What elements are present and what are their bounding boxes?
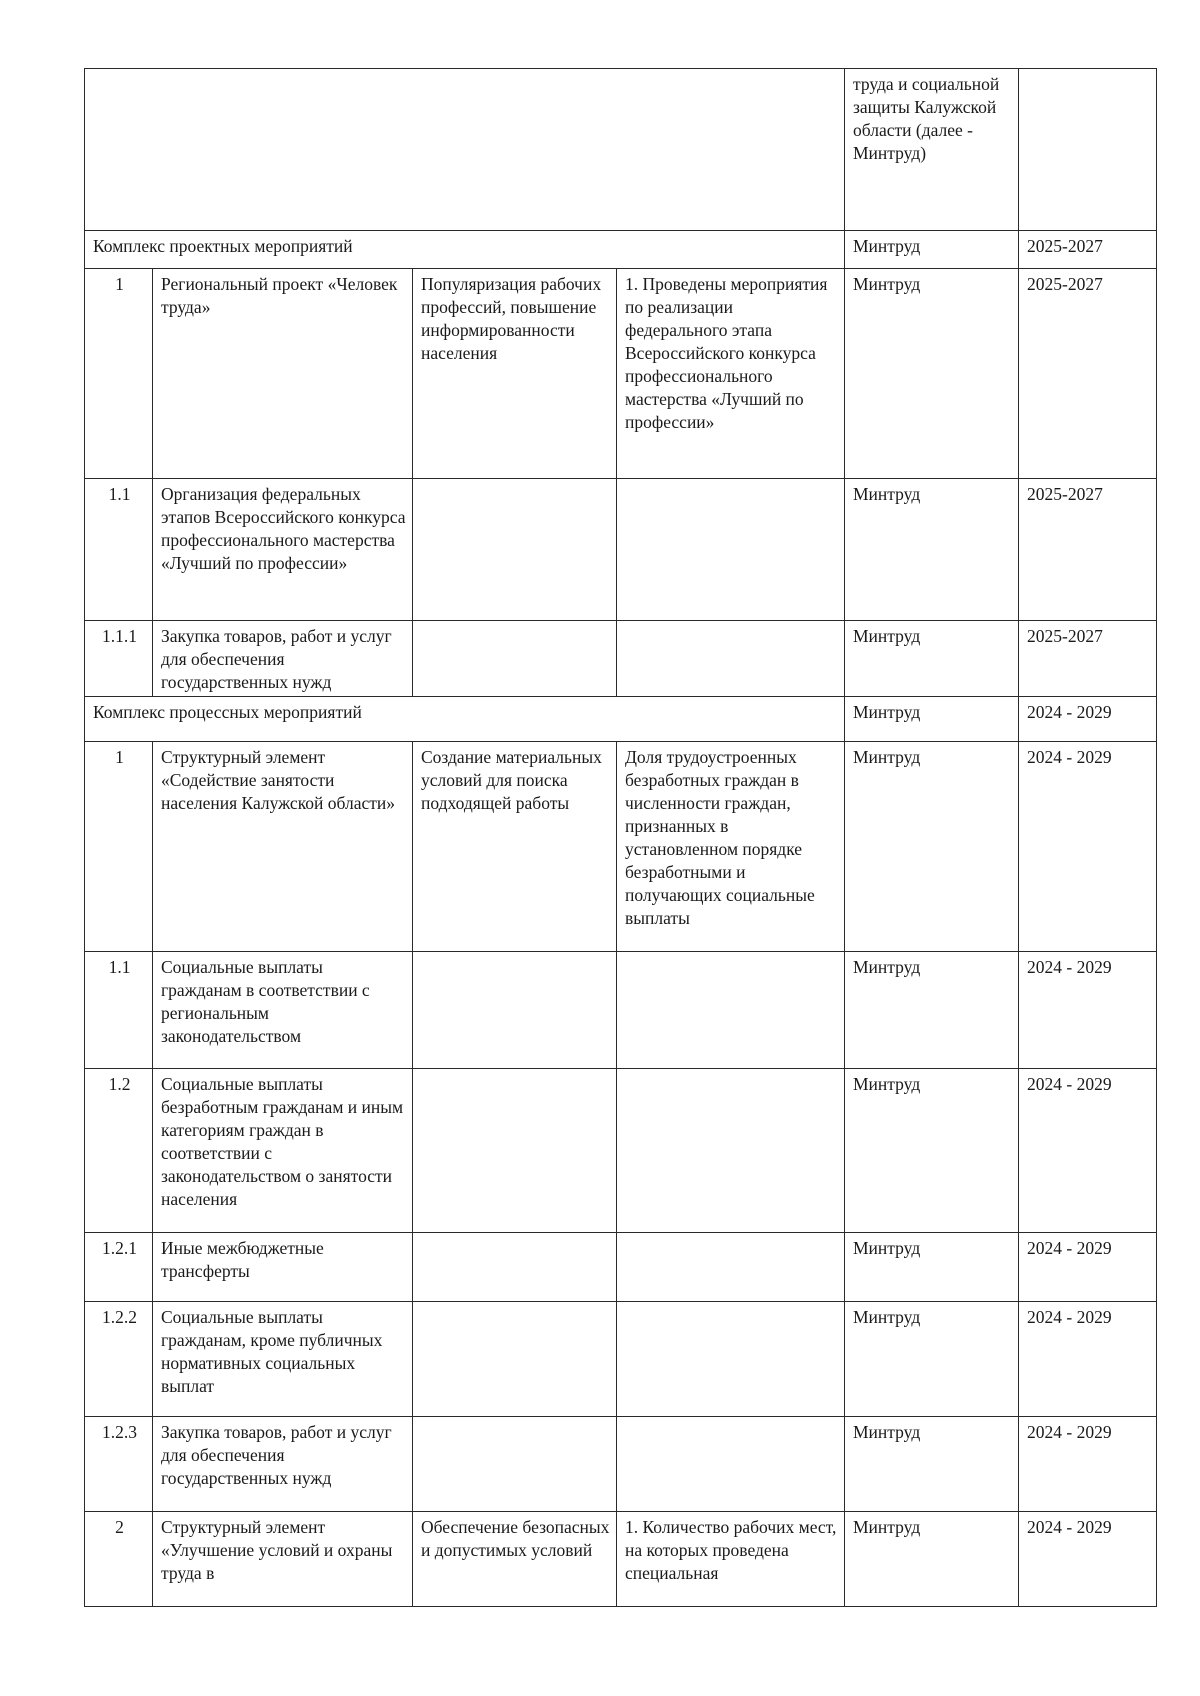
row-result (617, 1233, 845, 1302)
table-row (85, 1069, 1157, 1233)
section-resp: Минтруд (845, 231, 1019, 269)
row-result (617, 1417, 845, 1512)
row-name: Организация федеральных этапов Всероссийского конкурса профессионального мастерства «Лучший по профессии» (153, 479, 413, 621)
measures-table (84, 68, 1157, 1607)
row-result: 1. Количество рабочих мест, на которых проведена специальная (617, 1512, 845, 1607)
row-resp: Минтруд (845, 1069, 1019, 1233)
row-task: Создание материальных условий для поиска подходящей работы (413, 742, 617, 952)
section-header-process (85, 697, 1157, 742)
row-resp: Минтруд (845, 952, 1019, 1069)
section-title: Комплекс процессных мероприятий (85, 697, 845, 742)
row-name: Закупка товаров, работ и услуг для обеспечения государственных нужд (153, 621, 413, 697)
table-row (85, 1512, 1157, 1607)
row-name: Социальные выплаты безработным гражданам и иным категориям граждан в соответствии с законодательством о занятости населения (153, 1069, 413, 1233)
section-period: 2025-2027 (1019, 231, 1157, 269)
row-number: 1 (85, 742, 153, 952)
row-resp: Минтруд (845, 1233, 1019, 1302)
row-result (617, 952, 845, 1069)
row-number: 1.2.3 (85, 1417, 153, 1512)
row-result (617, 621, 845, 697)
row-number: 2 (85, 1512, 153, 1607)
row-number: 1.1 (85, 479, 153, 621)
row-period: 2025-2027 (1019, 621, 1157, 697)
row-resp: Минтруд (845, 269, 1019, 479)
row-task: Популяризация рабочих профессий, повышение информированности населения (413, 269, 617, 479)
continuation-org-cell: труда и социальной защиты Калужской области (далее - Минтруд) (845, 69, 1019, 231)
row-task (413, 1069, 617, 1233)
row-resp: Минтруд (845, 479, 1019, 621)
table-row (85, 952, 1157, 1069)
table-row (85, 269, 1157, 479)
table-row (85, 479, 1157, 621)
row-number: 1 (85, 269, 153, 479)
section-title: Комплекс проектных мероприятий (85, 231, 845, 269)
row-name: Структурный элемент «Содействие занятости населения Калужской области» (153, 742, 413, 952)
row-period: 2024 - 2029 (1019, 1302, 1157, 1417)
row-name: Структурный элемент «Улучшение условий и охраны труда в (153, 1512, 413, 1607)
table-row (85, 1233, 1157, 1302)
row-result (617, 1069, 845, 1233)
row-period: 2024 - 2029 (1019, 952, 1157, 1069)
continuation-empty-cell (85, 69, 845, 231)
row-resp: Минтруд (845, 742, 1019, 952)
row-period: 2024 - 2029 (1019, 1417, 1157, 1512)
row-task (413, 1417, 617, 1512)
row-result (617, 1302, 845, 1417)
section-resp: Минтруд (845, 697, 1019, 742)
table-row (85, 742, 1157, 952)
row-number: 1.1 (85, 952, 153, 1069)
table-row (85, 1417, 1157, 1512)
row-task (413, 621, 617, 697)
row-resp: Минтруд (845, 1417, 1019, 1512)
row-resp: Минтруд (845, 621, 1019, 697)
row-number: 1.2.2 (85, 1302, 153, 1417)
row-name: Социальные выплаты гражданам в соответствии с региональным законодательством (153, 952, 413, 1069)
row-period: 2024 - 2029 (1019, 1233, 1157, 1302)
continuation-row (85, 69, 1157, 231)
table-row (85, 1302, 1157, 1417)
row-name: Закупка товаров, работ и услуг для обеспечения государственных нужд (153, 1417, 413, 1512)
row-name: Иные межбюджетные трансферты (153, 1233, 413, 1302)
section-header-project (85, 231, 1157, 269)
row-name: Региональный проект «Человек труда» (153, 269, 413, 479)
row-resp: Минтруд (845, 1302, 1019, 1417)
row-task (413, 952, 617, 1069)
row-period: 2024 - 2029 (1019, 1069, 1157, 1233)
section-period: 2024 - 2029 (1019, 697, 1157, 742)
row-task: Обеспечение безопасных и допустимых условий (413, 1512, 617, 1607)
continuation-period-cell (1019, 69, 1157, 231)
row-task (413, 1302, 617, 1417)
row-task (413, 1233, 617, 1302)
row-result: 1. Проведены мероприятия по реализации федерального этапа Всероссийского конкурса профессионального мастерства «Лучший по профессии» (617, 269, 845, 479)
row-period: 2024 - 2029 (1019, 742, 1157, 952)
row-result (617, 479, 845, 621)
row-period: 2025-2027 (1019, 269, 1157, 479)
row-resp: Минтруд (845, 1512, 1019, 1607)
row-period: 2024 - 2029 (1019, 1512, 1157, 1607)
row-number: 1.2.1 (85, 1233, 153, 1302)
row-period: 2025-2027 (1019, 479, 1157, 621)
table-row (85, 621, 1157, 697)
row-number: 1.2 (85, 1069, 153, 1233)
row-number: 1.1.1 (85, 621, 153, 697)
row-name: Социальные выплаты гражданам, кроме публичных нормативных социальных выплат (153, 1302, 413, 1417)
row-result: Доля трудоустроенных безработных граждан в численности граждан, признанных в установленном порядке безработными и получающих социальные выплаты (617, 742, 845, 952)
row-task (413, 479, 617, 621)
